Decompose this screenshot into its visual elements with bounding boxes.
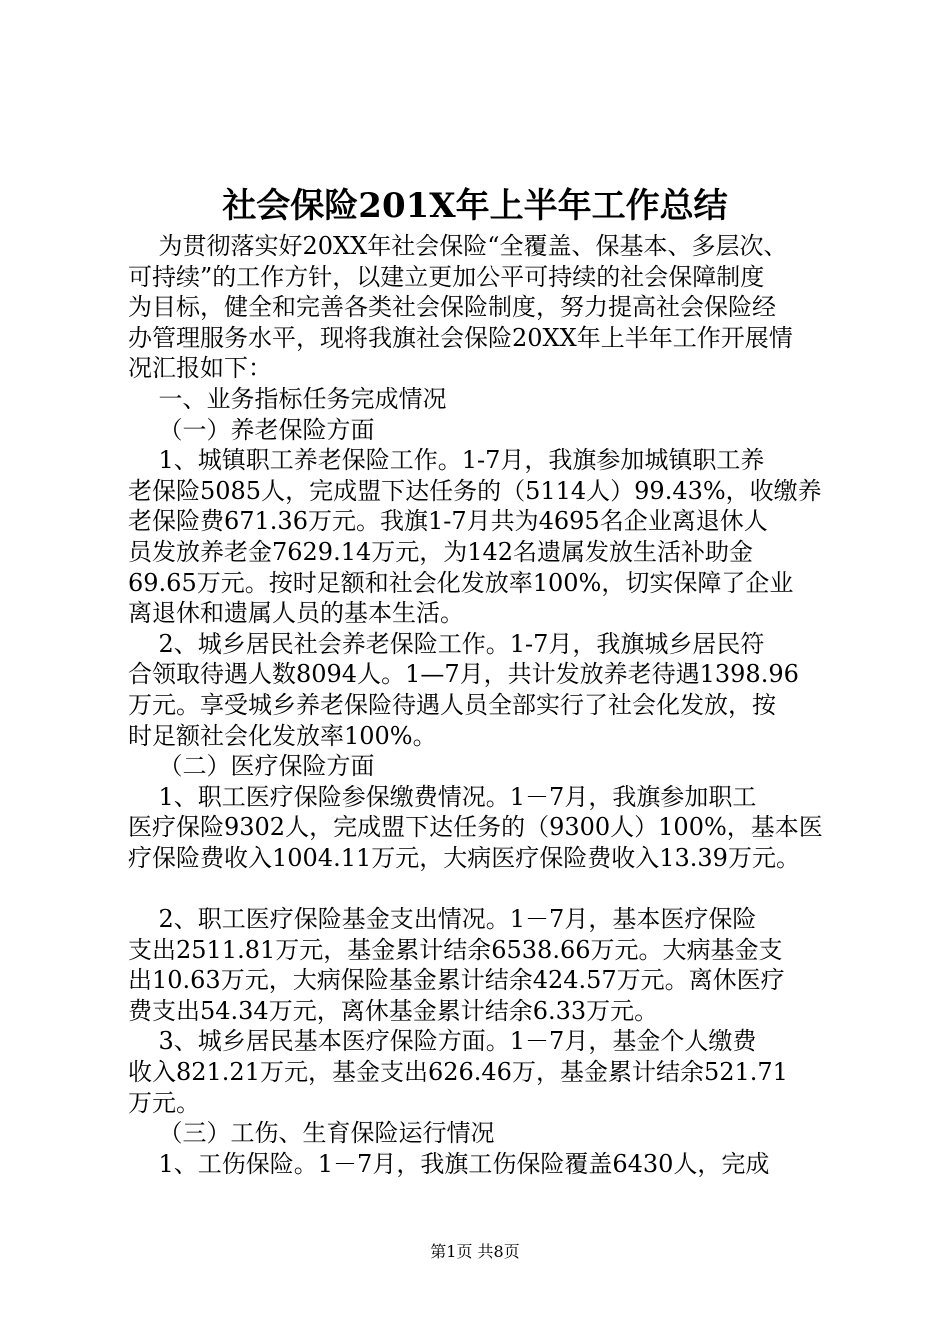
text-line: 况汇报如下：: [128, 354, 272, 383]
text-line: （三）工伤、生育保险运行情况: [128, 1119, 495, 1148]
text-line: 办管理服务水平，现将我旗社会保险20XX年上半年工作开展情: [128, 323, 793, 352]
document-title: 社会保险201X年上半年工作总结: [222, 186, 728, 226]
text-line: 1、职工医疗保险参保缴费情况。1－7月，我旗参加职工: [128, 782, 757, 811]
text-line: 疗保险费收入1004.11万元，大病医疗保险费收入13.39万元。: [128, 843, 800, 872]
document-body: [128, 231, 828, 1179]
text-line: 为目标，健全和完善各类社会保险制度，努力提高社会保险经: [128, 293, 776, 322]
text-line: 医疗保险9302人，完成盟下达任务的（9300人）100%，基本医: [128, 813, 823, 842]
text-line: （一）养老保险方面: [128, 415, 375, 444]
text-line: 员发放养老金7629.14万元，为142名遗属发放生活补助金: [128, 537, 754, 566]
text-line: 费支出54.34万元，离休基金累计结余6.33万元。: [128, 996, 659, 1025]
text-line: 为贯彻落实好20XX年社会保险“全覆盖、保基本、多层次、: [128, 232, 788, 260]
text-line: 一、业务指标任务完成情况: [128, 384, 447, 413]
text-line: 1、工伤保险。1－7月，我旗工伤保险覆盖6430人，完成: [128, 1149, 770, 1178]
text-line: 万元。: [128, 1088, 200, 1117]
text-line: 支出2511.81万元，基金累计结余6538.66万元。大病基金支: [128, 935, 783, 964]
text-line: 老保险费671.36万元。我旗1-7月共为4695名企业离退休人: [128, 507, 768, 536]
text-line: 合领取待遇人数8094人。1—7月，共计发放养老待遇1398.96: [128, 660, 799, 689]
text-line: 69.65万元。按时足额和社会化发放率100%，切实保障了企业: [128, 568, 794, 597]
text-line: 万元。享受城乡养老保险待遇人员全部实行了社会化发放，按: [128, 690, 776, 719]
text-line: 离退休和遗属人员的基本生活。: [128, 599, 464, 628]
text-line: 时足额社会化发放率100%。: [128, 721, 437, 750]
text-line: 3、城乡居民基本医疗保险方面。1－7月，基金个人缴费: [128, 1027, 757, 1056]
text-line: 1、城镇职工养老保险工作。1-7月，我旗参加城镇职工养: [128, 446, 765, 475]
text-line: 可持续”的工作方针，以建立更加公平可持续的社会保障制度: [128, 262, 765, 291]
text-line: 2、职工医疗保险基金支出情况。1－7月，基本医疗保险: [128, 905, 757, 934]
page-footer: 第1页 共8页: [430, 1242, 520, 1261]
blank-line: [128, 873, 828, 904]
text-line: 出10.63万元，大病保险基金累计结余424.57万元。离休医疗: [128, 966, 785, 995]
text-line: 2、城乡居民社会养老保险工作。1-7月，我旗城乡居民符: [128, 629, 765, 658]
text-line: 收入821.21万元，基金支出626.46万，基金累计结余521.71: [128, 1058, 788, 1087]
text-line: （二）医疗保险方面: [128, 752, 375, 781]
text-line: 老保险5085人，完成盟下达任务的（5114人）99.43%，收缴养: [128, 476, 822, 505]
